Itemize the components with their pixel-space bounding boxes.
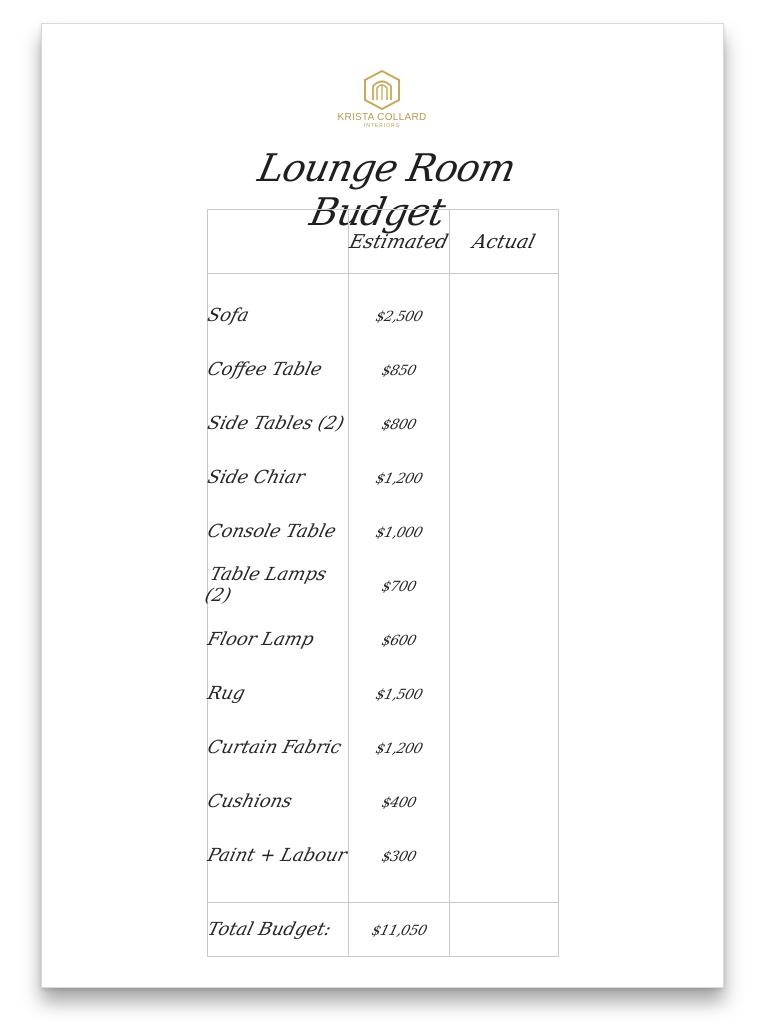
brand-subtitle: INTERIORS	[363, 123, 401, 129]
brand-logo	[332, 69, 432, 130]
item-name: Curtain Fabric	[205, 736, 344, 758]
total-estimated: $11,050	[349, 903, 450, 957]
actual-cost	[450, 720, 559, 774]
actual-cost	[450, 612, 559, 666]
estimated-cost: $1,500	[349, 666, 450, 720]
estimated-cost: $600	[349, 612, 450, 666]
estimated-cost: $400	[349, 774, 450, 828]
table-row	[208, 720, 559, 774]
estimated-cost: $800	[349, 396, 450, 450]
actual-cost	[450, 558, 559, 612]
header-item	[208, 210, 349, 274]
actual-cost	[450, 450, 559, 504]
item-name: Side Tables (2)	[205, 412, 347, 434]
actual-cost	[450, 342, 559, 396]
estimated-cost: $1,200	[349, 450, 450, 504]
table-row	[208, 274, 559, 343]
table-row	[208, 396, 559, 450]
item-name: Console Table	[205, 520, 339, 542]
actual-cost	[450, 666, 559, 720]
estimated-cost: $2,500	[349, 274, 450, 343]
actual-cost	[450, 396, 559, 450]
table-row	[208, 774, 559, 828]
table-body	[202, 274, 559, 903]
table-row	[208, 612, 559, 666]
header-estimated: Estimated	[349, 210, 450, 274]
total-row	[208, 903, 559, 957]
brand-name: KRISTA COLLARD	[337, 112, 427, 123]
table-row	[208, 666, 559, 720]
item-name: Floor Lamp	[205, 628, 317, 650]
total-actual	[450, 903, 559, 957]
item-name: Rug	[205, 682, 248, 704]
actual-cost	[450, 504, 559, 558]
document-page	[41, 23, 724, 988]
table-row	[208, 828, 559, 903]
table-row	[208, 450, 559, 504]
actual-cost	[450, 274, 559, 343]
table-row	[208, 504, 559, 558]
actual-cost	[450, 774, 559, 828]
actual-cost	[450, 828, 559, 903]
hexagon-logo-icon	[362, 69, 402, 111]
table-header-row	[208, 210, 559, 274]
table-row	[208, 558, 559, 612]
item-name: Cushions	[205, 790, 295, 812]
estimated-cost: $700	[349, 558, 450, 612]
budget-table	[202, 209, 559, 957]
item-name: Table Lamps (2)	[202, 564, 329, 606]
item-name: Sofa	[205, 304, 252, 326]
item-name: Paint + Labour	[205, 844, 350, 866]
estimated-cost: $1,200	[349, 720, 450, 774]
table-row	[208, 342, 559, 396]
header-actual: Actual	[450, 210, 559, 274]
total-label: Total Budget:	[208, 903, 349, 957]
estimated-cost: $300	[349, 828, 450, 903]
item-name: Coffee Table	[205, 358, 325, 380]
estimated-cost: $1,000	[349, 504, 450, 558]
item-name: Side Chiar	[205, 466, 308, 488]
page-title: Lounge Room Budget	[254, 146, 520, 234]
estimated-cost: $850	[349, 342, 450, 396]
